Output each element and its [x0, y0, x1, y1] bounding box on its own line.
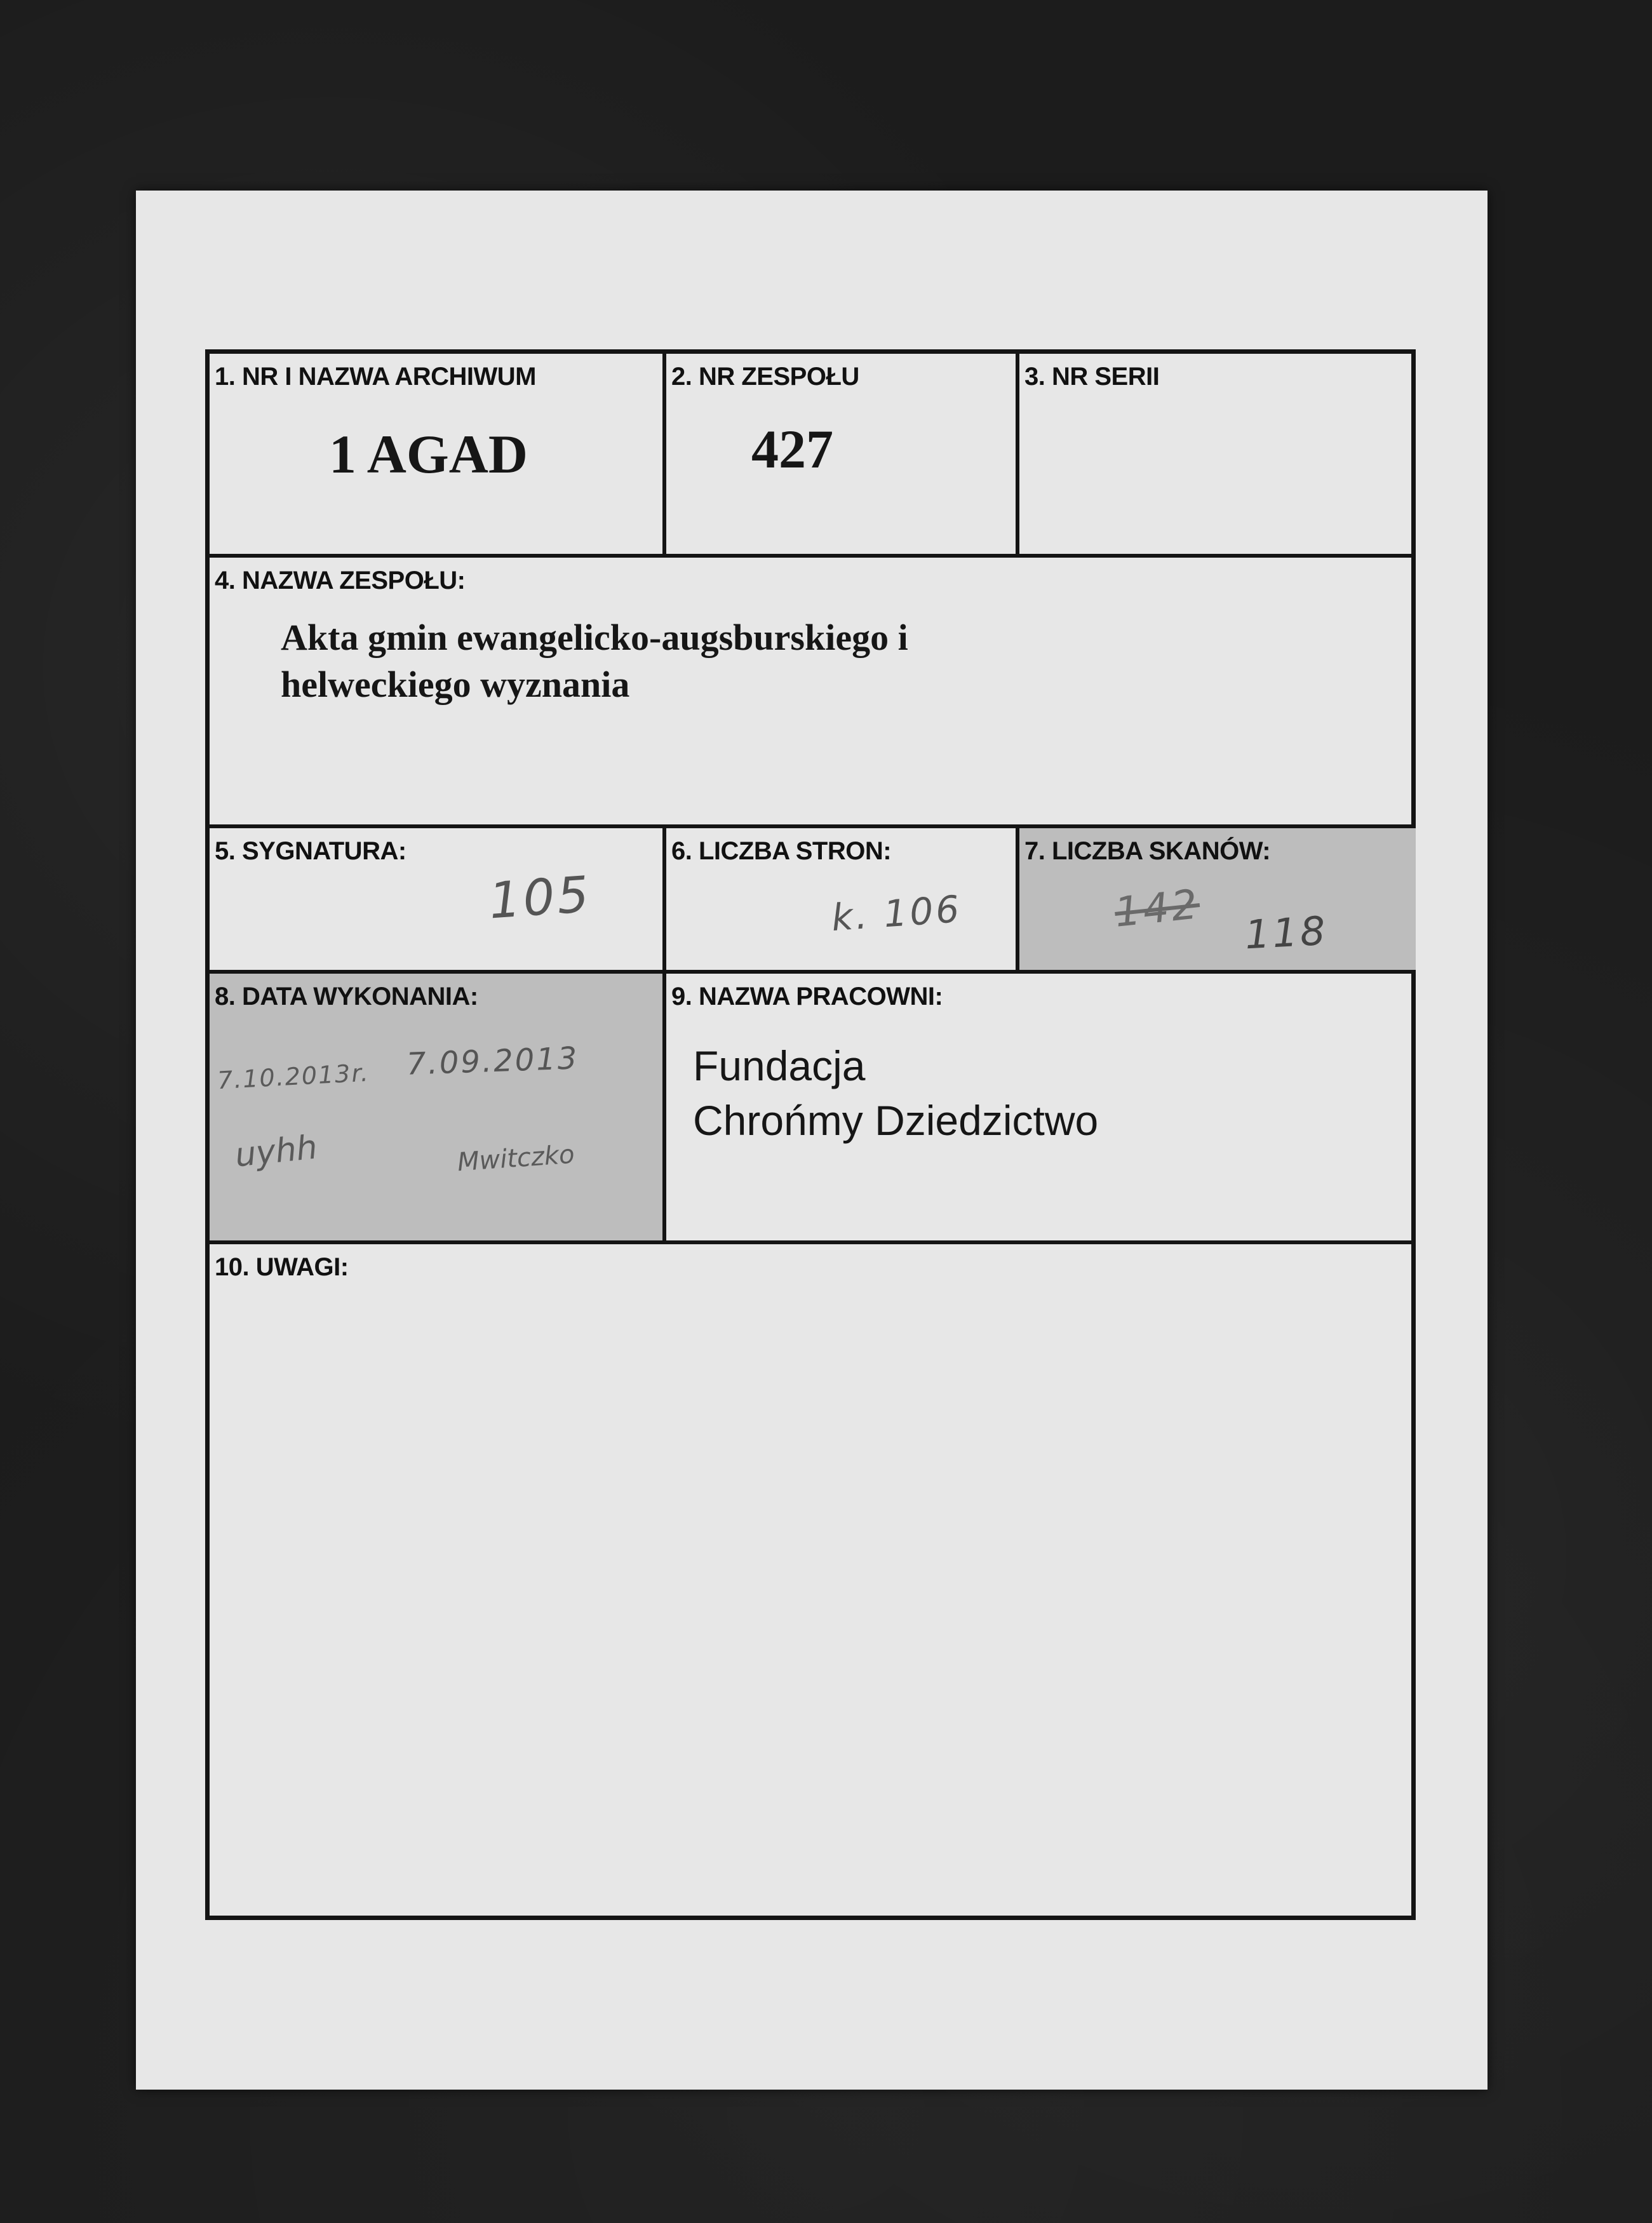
fonds-name-label: 4. NAZWA ZESPOŁU: — [215, 567, 466, 594]
date-done-initials2: Mwitczko — [456, 1139, 576, 1178]
date-done-initials1: uyhh — [233, 1128, 319, 1175]
date-done-label: 8. DATA WYKONANIA: — [215, 983, 478, 1011]
workshop-name-line1: Fundacja — [693, 1042, 866, 1089]
date-done-date2: 7.09.2013 — [406, 1040, 580, 1082]
series-number-label: 3. NR SERII — [1024, 363, 1160, 391]
workshop-name-label: 9. NAZWA PRACOWNI: — [671, 983, 943, 1011]
archive-value: 1 AGAD — [329, 424, 528, 485]
fonds-name-line2: helweckiego wyznania — [281, 664, 630, 705]
archive-cell — [210, 354, 662, 554]
date-done-date1: 7.10.2013r. — [217, 1058, 370, 1095]
scan-count-value: 118 — [1244, 907, 1329, 958]
fonds-number-label: 2. NR ZESPOŁU — [671, 363, 859, 391]
fonds-number-cell — [666, 354, 1016, 554]
signature-value: 105 — [487, 866, 593, 930]
fonds-number-value: 427 — [751, 419, 833, 480]
scan-count-cell — [1019, 828, 1412, 970]
archival-record-card — [136, 191, 1487, 2090]
remarks-cell — [210, 1244, 1412, 1916]
archive-label: 1. NR I NAZWA ARCHIWUM — [215, 363, 536, 391]
workshop-name-line2: Chrońmy Dziedzictwo — [693, 1097, 1099, 1144]
fonds-name-cell — [210, 558, 1412, 824]
scan-count-label: 7. LICZBA SKANÓW: — [1024, 837, 1271, 865]
remarks-label: 10. UWAGI: — [215, 1253, 349, 1281]
series-number-cell — [1019, 354, 1412, 554]
date-done-cell — [210, 974, 662, 1240]
metadata-form — [205, 349, 1416, 1920]
page-count-cell — [666, 828, 1016, 970]
signature-label: 5. SYGNATURA: — [215, 837, 406, 865]
page-count-value: k. 106 — [829, 887, 964, 940]
scan-count-struck-value: 142 — [1112, 881, 1202, 937]
workshop-name-cell — [666, 974, 1412, 1240]
page-count-label: 6. LICZBA STRON: — [671, 837, 892, 865]
signature-cell — [210, 828, 662, 970]
fonds-name-line1: Akta gmin ewangelicko-augsburskiego i — [281, 617, 908, 658]
